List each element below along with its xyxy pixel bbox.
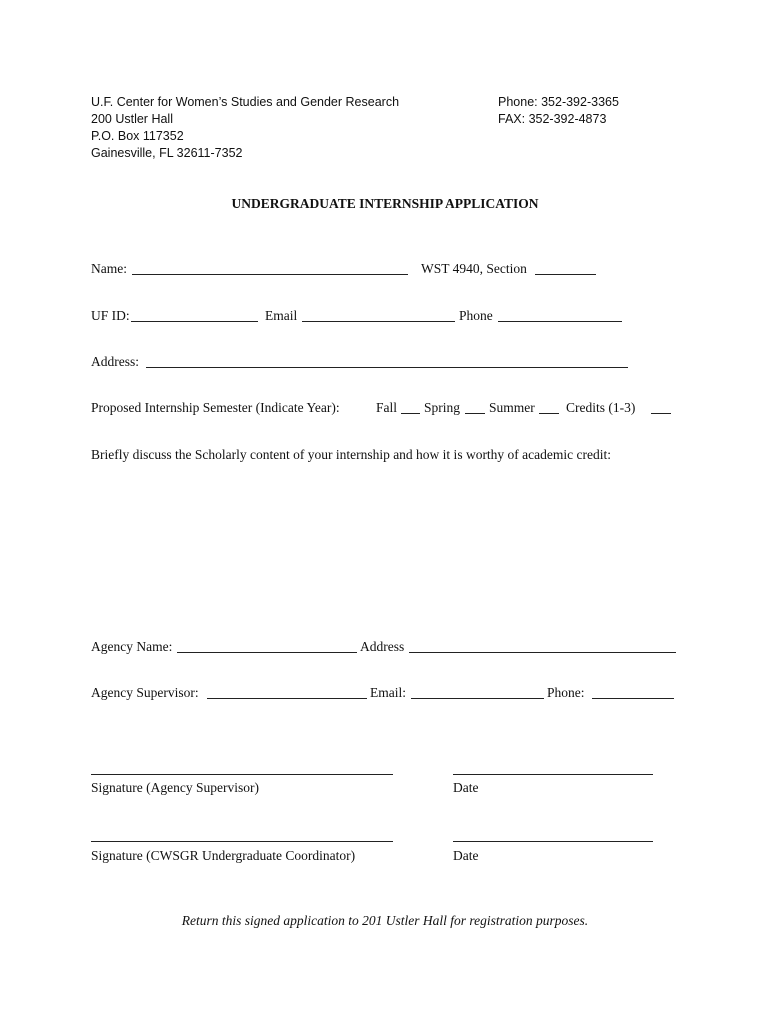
ufid-label: UF ID:	[91, 308, 130, 323]
supervisor-phone-field[interactable]	[592, 698, 674, 699]
spring-field[interactable]	[465, 413, 485, 414]
coordinator-signature-label: Signature (CWSGR Undergraduate Coordinator)	[91, 848, 356, 863]
address-line: 200 Ustler Hall	[91, 112, 173, 126]
fax-number: FAX: 352-392-4873	[498, 112, 607, 126]
agency-supervisor-date-line[interactable]	[453, 774, 653, 775]
spring-label: Spring	[424, 400, 461, 415]
credits-label: Credits (1-3)	[566, 400, 636, 415]
address-line: P.O. Box 117352	[91, 129, 184, 143]
fall-field[interactable]	[401, 413, 420, 414]
phone-label: Phone	[459, 308, 493, 323]
email-field[interactable]	[302, 321, 455, 322]
supervisor-email-field[interactable]	[411, 698, 544, 699]
agency-address-label: Address	[360, 639, 405, 654]
section-label: WST 4940, Section	[421, 261, 527, 276]
phone-number: Phone: 352-392-3365	[498, 95, 619, 109]
name-label: Name:	[91, 261, 127, 276]
semester-label: Proposed Internship Semester (Indicate Year):	[91, 400, 340, 415]
agency-supervisor-label: Agency Supervisor:	[91, 685, 199, 700]
section-field[interactable]	[535, 274, 596, 275]
address-line: U.F. Center for Women’s Studies and Gender Research	[91, 95, 400, 109]
coordinator-signature-line[interactable]	[91, 841, 393, 842]
scholarly-prompt: Briefly discuss the Scholarly content of your internship and how it is worthy of academic credit:	[91, 447, 612, 462]
email-label: Email	[265, 308, 298, 323]
address-line: Gainesville, FL 32611-7352	[91, 146, 243, 160]
summer-field[interactable]	[539, 413, 559, 414]
agency-supervisor-signature-label: Signature (Agency Supervisor)	[91, 780, 259, 795]
agency-name-field[interactable]	[177, 652, 357, 653]
scholarly-response-area[interactable]	[91, 470, 676, 620]
credits-field[interactable]	[651, 413, 671, 414]
summer-label: Summer	[489, 400, 535, 415]
supervisor-phone-label: Phone:	[547, 685, 585, 700]
agency-address-field[interactable]	[409, 652, 676, 653]
center-address	[91, 94, 399, 162]
agency-name-label: Agency Name:	[91, 639, 173, 654]
page-title: UNDERGRADUATE INTERNSHIP APPLICATION	[231, 196, 539, 211]
coordinator-date-line[interactable]	[453, 841, 653, 842]
phone-field[interactable]	[498, 321, 622, 322]
date-label: Date	[453, 780, 479, 795]
date-label: Date	[453, 848, 479, 863]
supervisor-email-label: Email:	[370, 685, 406, 700]
address-field[interactable]	[146, 367, 628, 368]
agency-supervisor-signature-line[interactable]	[91, 774, 393, 775]
fall-label: Fall	[376, 400, 398, 415]
name-field[interactable]	[132, 274, 408, 275]
return-instructions: Return this signed application to 201 Ustler Hall for registration purposes.	[181, 913, 589, 928]
address-label: Address:	[91, 354, 139, 369]
contact-info	[498, 94, 619, 128]
agency-supervisor-field[interactable]	[207, 698, 367, 699]
ufid-field[interactable]	[131, 321, 258, 322]
